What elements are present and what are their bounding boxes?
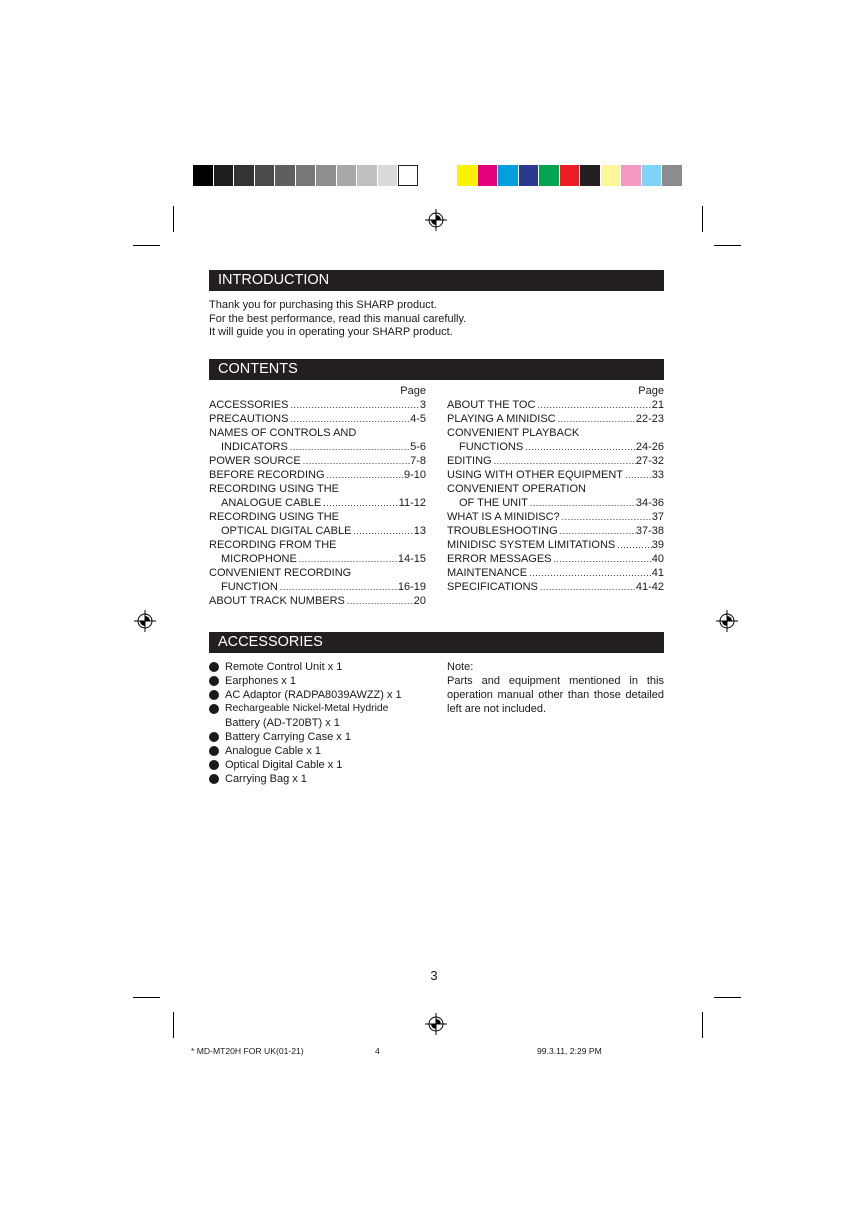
toc-title: ERROR MESSAGES <box>447 553 552 565</box>
registration-mark-icon <box>716 610 738 632</box>
toc-entry[interactable] <box>209 454 426 468</box>
page-column-label: Page <box>638 385 664 397</box>
intro-line: It will guide you in operating your SHARP product. <box>209 326 453 339</box>
note-text: Parts and equipment mentioned in this operation manual other than those detailed left are not included. <box>447 675 664 715</box>
crop-mark <box>702 1012 703 1038</box>
toc-title: RECORDING USING THE <box>209 483 339 495</box>
toc-page: 5-6 <box>410 441 426 453</box>
toc-entry[interactable] <box>209 594 426 608</box>
toc-title: INDICATORS <box>221 441 288 453</box>
gray-swatch <box>275 165 295 186</box>
accessories-heading: ACCESSORIES <box>209 632 664 653</box>
toc-page: 37-38 <box>635 525 664 537</box>
color-swatch <box>601 165 621 186</box>
color-swatch <box>621 165 641 186</box>
color-swatch <box>539 165 559 186</box>
toc-title: USING WITH OTHER EQUIPMENT <box>447 469 623 481</box>
contents-heading: CONTENTS <box>209 359 664 380</box>
crop-mark <box>702 206 703 232</box>
toc-entry[interactable] <box>447 510 664 524</box>
accessory-label: AC Adaptor (RADPA8039AWZZ) x 1 <box>225 689 402 701</box>
toc-title: ANALOGUE CABLE <box>221 497 322 509</box>
color-swatch <box>560 165 580 186</box>
list-item <box>209 758 402 772</box>
color-swatch <box>662 165 682 186</box>
registration-mark-icon <box>134 610 156 632</box>
toc-title: ABOUT THE TOC <box>447 399 536 411</box>
accessories-note <box>447 660 664 716</box>
toc-page: 34-36 <box>635 497 664 509</box>
bullet-icon <box>209 676 219 686</box>
accessory-label: Earphones x 1 <box>225 675 296 687</box>
toc-entry[interactable] <box>447 580 664 594</box>
toc-title: POWER SOURCE <box>209 455 301 467</box>
gray-swatch <box>337 165 357 186</box>
toc-entry[interactable] <box>209 496 426 510</box>
toc-title: MICROPHONE <box>221 553 297 565</box>
color-swatch <box>498 165 518 186</box>
toc-page: 4-5 <box>410 413 426 425</box>
contents-left-column <box>209 384 426 608</box>
color-swatch <box>580 165 600 186</box>
accessory-label: Carrying Bag x 1 <box>225 773 307 785</box>
color-swatch <box>457 165 477 186</box>
toc-page: 20 <box>413 595 426 607</box>
toc-title: WHAT IS A MINIDISC? <box>447 511 560 523</box>
accessories-list <box>209 660 402 786</box>
toc-title: PRECAUTIONS <box>209 413 289 425</box>
crop-mark <box>173 206 174 232</box>
toc-title: RECORDING FROM THE <box>209 539 337 551</box>
accessory-label: Remote Control Unit x 1 <box>225 661 343 673</box>
toc-entry[interactable] <box>447 468 664 482</box>
registration-mark-icon <box>425 1013 447 1035</box>
bullet-icon <box>209 690 219 700</box>
toc-entry[interactable] <box>447 566 664 580</box>
toc-page: 41-42 <box>635 581 664 593</box>
list-item <box>209 660 402 674</box>
toc-page: 22-23 <box>635 413 664 425</box>
toc-title: OPTICAL DIGITAL CABLE <box>221 525 352 537</box>
toc-page: 21 <box>651 399 664 411</box>
gray-swatch <box>378 165 398 186</box>
note-label: Note: <box>447 661 474 673</box>
gray-swatch <box>193 165 213 186</box>
toc-title: RECORDING USING THE <box>209 511 339 523</box>
bullet-icon <box>209 732 219 742</box>
toc-entry[interactable] <box>447 538 664 552</box>
toc-title: MAINTENANCE <box>447 567 528 579</box>
crop-mark <box>133 997 160 998</box>
toc-entry[interactable] <box>447 496 664 510</box>
list-item <box>209 702 402 716</box>
toc-title: BEFORE RECORDING <box>209 469 325 481</box>
toc-title: CONVENIENT OPERATION <box>447 483 586 495</box>
list-item <box>209 772 402 786</box>
page-number: 3 <box>430 968 438 983</box>
toc-entry[interactable] <box>209 412 426 426</box>
toc-title: ACCESSORIES <box>209 399 289 411</box>
toc-page: 37 <box>651 511 664 523</box>
toc-page: 40 <box>651 553 664 565</box>
toc-title: MINIDISC SYSTEM LIMITATIONS <box>447 539 616 551</box>
crop-mark <box>133 245 160 246</box>
contents-right-column <box>447 384 664 594</box>
toc-page: 11-12 <box>398 497 426 509</box>
registration-mark-icon <box>425 209 447 231</box>
color-swatch <box>519 165 539 186</box>
gray-swatch <box>234 165 254 186</box>
color-swatch <box>478 165 498 186</box>
intro-line: Thank you for purchasing this SHARP product. <box>209 299 437 311</box>
list-item <box>209 730 402 744</box>
introduction-text <box>209 299 466 340</box>
toc-entry[interactable] <box>209 552 426 566</box>
crop-mark <box>714 245 741 246</box>
toc-entry[interactable] <box>447 398 664 412</box>
toc-page: 41 <box>651 567 664 579</box>
toc-page: 3 <box>419 399 426 411</box>
gray-swatch <box>214 165 234 186</box>
accessory-label: Battery Carrying Case x 1 <box>225 731 351 743</box>
list-item <box>209 716 402 730</box>
crop-mark <box>714 997 741 998</box>
toc-title: SPECIFICATIONS <box>447 581 538 593</box>
accessory-label: Analogue Cable x 1 <box>225 745 322 757</box>
toc-page: 39 <box>651 539 664 551</box>
bullet-icon <box>209 760 219 770</box>
accessory-label: Battery (AD-T20BT) x 1 <box>225 717 340 729</box>
crop-mark <box>173 1012 174 1038</box>
intro-line: For the best performance, read this manual carefully. <box>209 312 467 325</box>
toc-title: ABOUT TRACK NUMBERS <box>209 595 345 607</box>
toc-page: 13 <box>413 525 426 537</box>
bullet-icon <box>209 662 219 672</box>
toc-entry[interactable] <box>209 440 426 454</box>
bullet-icon <box>209 746 219 756</box>
accessory-label: Optical Digital Cable x 1 <box>225 759 343 771</box>
toc-title: OF THE UNIT <box>459 497 528 509</box>
toc-entry[interactable] <box>209 398 426 412</box>
bullet-icon <box>209 774 219 784</box>
color-bar <box>457 165 682 186</box>
gray-swatch <box>357 165 377 186</box>
toc-title: EDITING <box>447 455 492 467</box>
toc-title: TROUBLESHOOTING <box>447 525 558 537</box>
toc-title: PLAYING A MINIDISC <box>447 413 556 425</box>
toc-page: 7-8 <box>410 455 426 467</box>
gray-swatch <box>255 165 275 186</box>
color-swatch <box>642 165 662 186</box>
toc-page: 24-26 <box>635 441 664 453</box>
gray-swatch <box>296 165 316 186</box>
footer-file-name: * MD-MT20H FOR UK(01-21) <box>191 1046 304 1056</box>
toc-page: 33 <box>651 469 664 481</box>
list-item <box>209 674 402 688</box>
list-item <box>209 688 402 702</box>
toc-page: 14-15 <box>397 553 426 565</box>
bullet-icon <box>209 704 219 714</box>
footer-sheet-number: 4 <box>375 1046 380 1056</box>
page-column-label: Page <box>400 385 426 397</box>
footer-timestamp: 99.3.11, 2:29 PM <box>537 1046 602 1056</box>
gray-swatch <box>316 165 336 186</box>
gray-scale-bar <box>193 165 418 186</box>
toc-entry[interactable] <box>209 524 426 538</box>
introduction-heading: INTRODUCTION <box>209 270 664 291</box>
toc-title: FUNCTION <box>221 581 278 593</box>
toc-title: NAMES OF CONTROLS AND <box>209 427 357 439</box>
toc-entry[interactable] <box>447 440 664 454</box>
toc-title: FUNCTIONS <box>459 441 524 453</box>
toc-page: 9-10 <box>403 469 426 481</box>
toc-page: 27-32 <box>635 455 664 467</box>
gray-swatch <box>398 165 418 186</box>
toc-entry[interactable] <box>447 454 664 468</box>
toc-page: 16-19 <box>397 581 426 593</box>
toc-entry[interactable] <box>209 580 426 594</box>
toc-entry[interactable] <box>209 468 426 482</box>
toc-title: CONVENIENT PLAYBACK <box>447 427 580 439</box>
toc-entry[interactable] <box>447 552 664 566</box>
accessory-label: Rechargeable Nickel-Metal Hydride <box>225 703 389 714</box>
list-item <box>209 744 402 758</box>
toc-title: CONVENIENT RECORDING <box>209 567 352 579</box>
toc-entry[interactable] <box>447 412 664 426</box>
toc-entry[interactable] <box>447 524 664 538</box>
